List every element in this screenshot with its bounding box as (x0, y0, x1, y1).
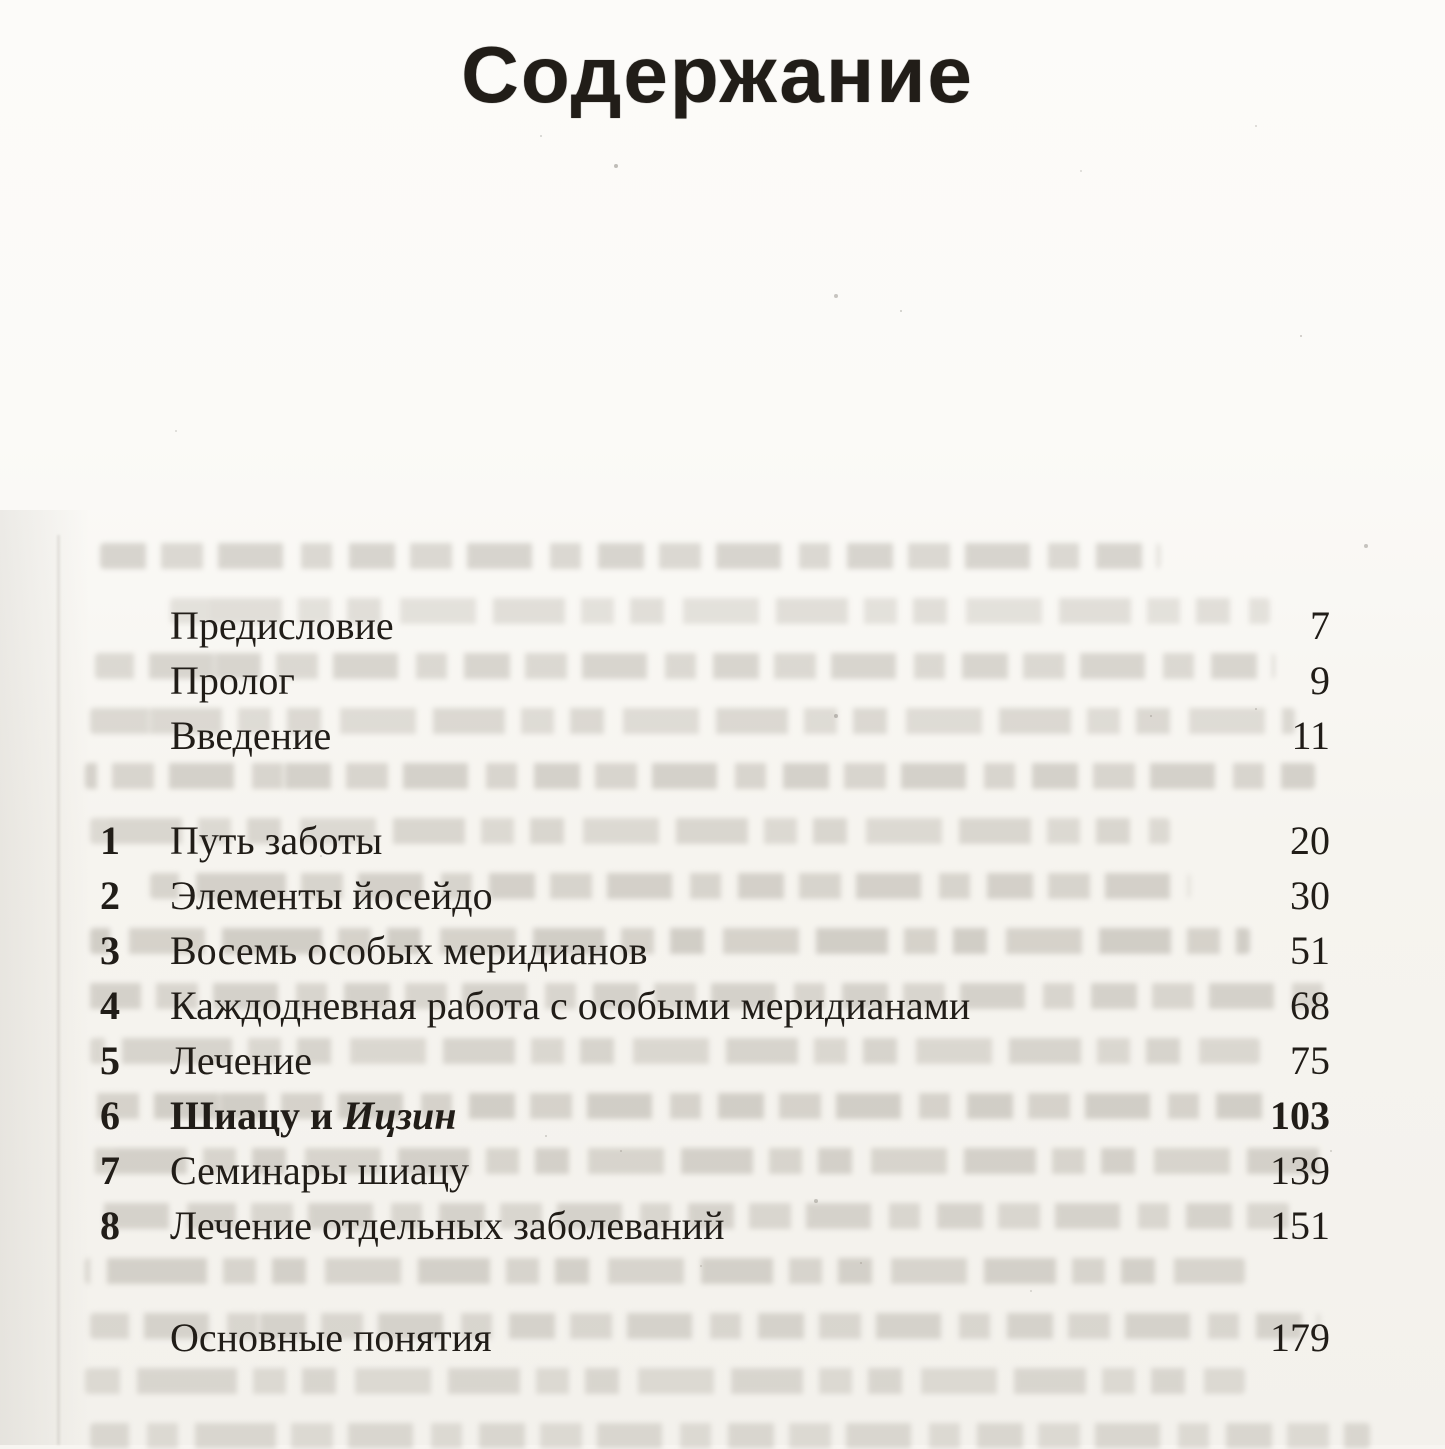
chapter-number: 6 (100, 1093, 121, 1138)
entry-title: Основные понятия (170, 1315, 492, 1360)
entry-title (170, 1088, 1240, 1143)
page-number: 68 (1290, 983, 1330, 1028)
toc-row (100, 1088, 1330, 1143)
scan-dust (0, 0, 2, 2)
toc-row (100, 598, 1330, 653)
page-number: 179 (1270, 1315, 1330, 1360)
page-number: 11 (1291, 713, 1330, 758)
page-number: 9 (1310, 658, 1330, 703)
entry-title: Каждодневная работа с особыми меридианами (170, 983, 971, 1028)
chapter-number: 4 (100, 983, 121, 1028)
page-number: 151 (1270, 1203, 1330, 1248)
bleedthrough-line (90, 1423, 1370, 1449)
toc-row (100, 1033, 1330, 1088)
toc-row (100, 1310, 1330, 1365)
entry-title: Предисловие (170, 603, 394, 648)
gutter-shade (0, 510, 90, 1445)
entry-title: Пролог (170, 658, 295, 703)
entry-title: Путь заботы (170, 818, 383, 863)
page-number: 51 (1290, 928, 1330, 973)
toc-row (100, 1198, 1330, 1253)
entry-title: Введение (170, 713, 332, 758)
gutter-line (57, 535, 60, 1445)
chapter-number: 5 (100, 1038, 121, 1083)
bleedthrough-line (100, 543, 1160, 569)
chapter-number: 2 (100, 873, 121, 918)
chapter-number: 1 (100, 818, 121, 863)
chapter-number: 3 (100, 928, 121, 973)
toc-row (100, 923, 1330, 978)
page-number: 7 (1310, 603, 1330, 648)
toc-row (100, 978, 1330, 1033)
toc-row (100, 653, 1330, 708)
entry-title: Элементы йосейдо (170, 873, 493, 918)
toc-row (100, 868, 1330, 923)
chapter-number: 7 (100, 1148, 121, 1193)
section-gap (100, 1253, 1330, 1310)
bleedthrough-line (85, 1368, 1245, 1394)
toc-row (100, 1143, 1330, 1198)
entry-title-italic-part: Ицзин (343, 1093, 457, 1138)
section-gap (100, 763, 1330, 813)
entry-title: Лечение (170, 1038, 313, 1083)
back-matter-section (100, 1310, 1330, 1365)
toc-row (100, 813, 1330, 868)
front-matter-section (100, 598, 1330, 763)
entry-title-part: Шиацу и (170, 1093, 344, 1138)
toc-row (100, 708, 1330, 763)
entry-title: Восемь особых меридианов (170, 928, 648, 973)
page-number: 103 (1270, 1093, 1330, 1138)
page-number: 30 (1290, 873, 1330, 918)
table-of-contents (100, 598, 1330, 1365)
page-number: 75 (1290, 1038, 1330, 1083)
page-title: Содержание (461, 30, 974, 119)
entry-title: Лечение отдельных заболеваний (170, 1203, 725, 1248)
entry-title: Семинары шиацу (170, 1148, 470, 1193)
page-number: 139 (1270, 1148, 1330, 1193)
chapter-number: 8 (100, 1203, 121, 1248)
page-number: 20 (1290, 818, 1330, 863)
chapters-section (100, 813, 1330, 1253)
